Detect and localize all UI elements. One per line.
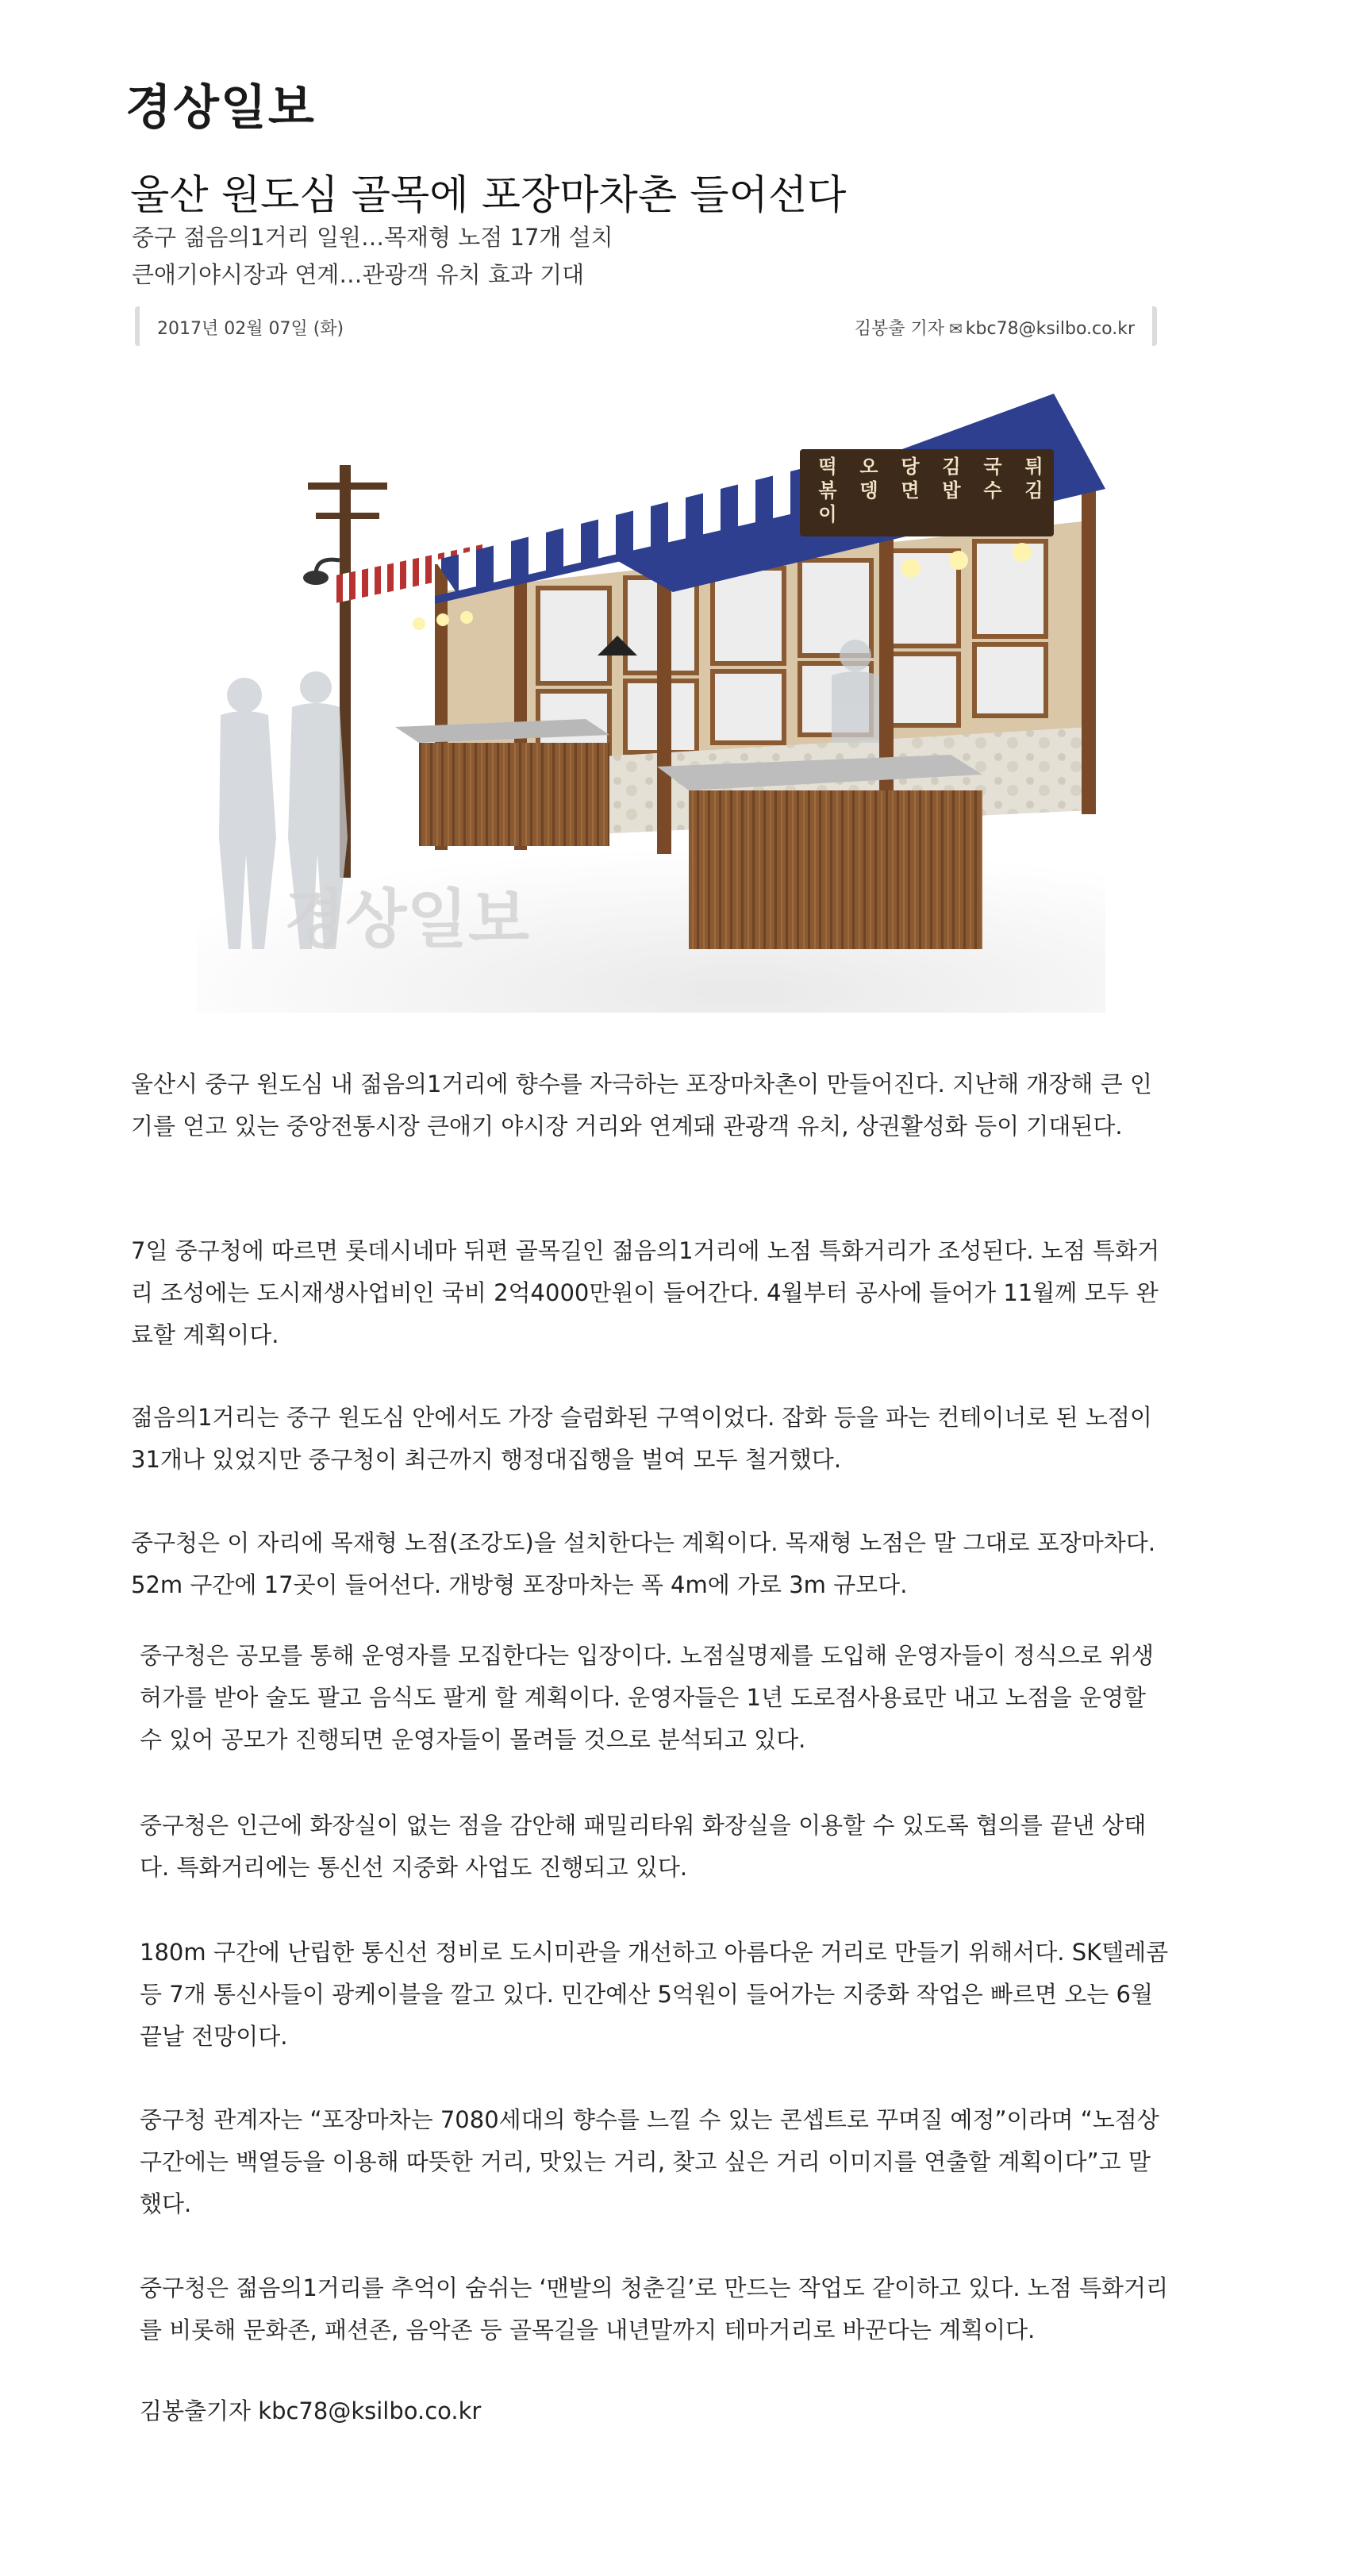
reporter-email[interactable]: kbc78@ksilbo.co.kr — [965, 319, 1135, 339]
signboard-text: 당 면 — [901, 456, 920, 502]
signboard-text: 떡 볶 이 — [818, 456, 837, 525]
reporter-info — [855, 315, 1135, 340]
signboard-text: 튀 김 — [1024, 456, 1043, 502]
article-paragraph: 젊음의1거리는 중구 원도심 안에서도 가장 슬럼화된 구역이었다. 잡화 등을 파는 컨테이너로 된 노점이 31개나 있었지만 중구청이 최근까지 행정대집행을 벌여 모두 철거했다. — [131, 1404, 1152, 1473]
article-paragraph: 울산시 중구 원도심 내 젊음의1거리에 향수를 자극하는 포장마차촌이 만들어진다. 지난해 개장해 큰 인기를 얻고 있는 중앙전통시장 큰애기 야시장 거리와 연계돼 관광객 유치, 상권활성화 등이 기대된다. — [131, 1071, 1152, 1140]
newspaper-logo[interactable]: 경상일보 — [125, 80, 316, 136]
article-subheadline-1: 중구 젊음의1거리 일원…목재형 노점 17개 설치 — [132, 224, 613, 251]
article-subheadline-2: 큰애기야시장과 연계…관광객 유치 효과 기대 — [132, 261, 585, 288]
signboard — [800, 449, 1054, 536]
article-photo — [197, 394, 1105, 1013]
mail-icon[interactable]: ✉ — [949, 319, 963, 338]
article-paragraph: 중구청은 공모를 통해 운영자를 모집한다는 입장이다. 노점실명제를 도입해 운영자들이 정식으로 위생허가를 받아 술도 팔고 음식도 팔게 할 계획이다. 운영자들은 1년 도로점사용료만 내고 노점을 운영할 수 있어 공모가 진행되면 운영자들이 몰려들 것으로 분석되고 있다. — [140, 1642, 1154, 1753]
reporter-name: 김봉출 기자 — [854, 319, 945, 339]
signboard-text: 국 수 — [983, 456, 1002, 502]
article-byline: 김봉출기자 kbc78@ksilbo.co.kr — [140, 2397, 482, 2424]
article-paragraph: 중구청은 인근에 화장실이 없는 점을 감안해 패밀리타워 화장실을 이용할 수 있도록 협의를 끝낸 상태다. 특화거리에는 통신선 지중화 사업도 진행되고 있다. — [140, 1812, 1147, 1881]
article-paragraph: 중구청은 젊음의1거리를 추억이 숨쉬는 ‘맨발의 청춘길’로 만드는 작업도 같이하고 있다. 노점 특화거리를 비롯해 문화존, 패션존, 음악존 등 골목길을 내년말까지 테마거리로 바꾼다는 계획이다. — [140, 2274, 1169, 2343]
article-paragraph: 중구청 관계자는 “포장마차는 7080세대의 향수를 느낄 수 있는 콘셉트로 꾸며질 예정”이라며 “노점상 구간에는 백열등을 이용해 따뜻한 거리, 맛있는 거리, 찾고 싶은 거리 이미지를 연출할 계획이다”고 말했다. — [140, 2106, 1159, 2217]
article-headline: 울산 원도심 골목에 포장마차촌 들어선다 — [130, 172, 847, 219]
article-paragraph: 중구청은 이 자리에 목재형 노점(조강도)을 설치한다는 계획이다. 목재형 노점은 말 그대로 포장마차다. 52m 구간에 17곳이 들어선다. 개방형 포장마차는 폭 4m에 가로 3m 규모다. — [131, 1529, 1156, 1598]
publish-date: 2017년 02월 07일 (화) — [157, 319, 344, 339]
article-meta-bar — [135, 306, 1157, 346]
signboard-text: 김 밥 — [942, 456, 961, 502]
article-paragraph: 180m 구간에 난립한 통신선 정비로 도시미관을 개선하고 아름다운 거리로 만들기 위해서다. SK텔레콤 등 7개 통신사들이 광케이블을 깔고 있다. 민간예산 5억원이 들어가는 지중화 작업은 빠르면 오는 6월 끝날 전망이다. — [140, 1939, 1169, 2050]
signboard-text: 오 뎅 — [859, 456, 878, 502]
article-paragraph: 7일 중구청에 따르면 롯데시네마 뒤편 골목길인 젊음의1거리에 노점 특화거리가 조성된다. 노점 특화거리 조성에는 도시재생사업비인 국비 2억4000만원이 들어간다. 4월부터 공사에 들어가 11월께 모두 완료할 계획이다. — [131, 1237, 1160, 1348]
photo-watermark: 경상일보 — [284, 882, 530, 956]
